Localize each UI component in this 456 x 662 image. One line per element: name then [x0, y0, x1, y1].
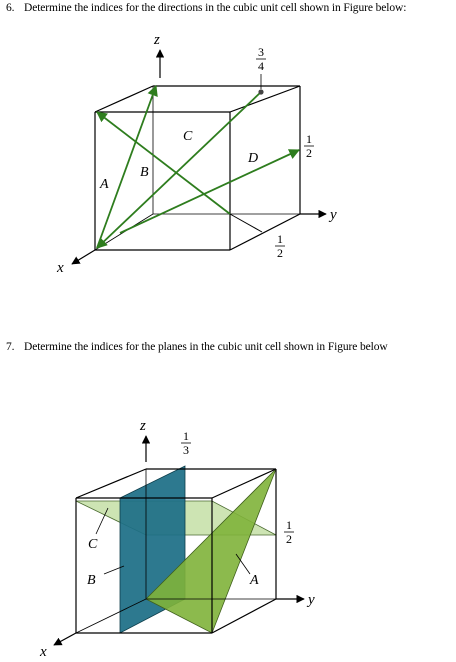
fraction-numerator: 1 [306, 132, 312, 146]
direction-arrows [97, 86, 299, 248]
fig1-point-marker [258, 89, 263, 94]
label-plane-C: C [88, 537, 98, 552]
direction-D-arrow [120, 150, 299, 233]
fig2-fraction-right [284, 518, 294, 546]
direction-B-tail-segment [230, 214, 262, 232]
fraction-denominator: 3 [183, 443, 189, 457]
fraction-numerator: 1 [277, 232, 283, 246]
fraction-numerator: 1 [183, 429, 189, 443]
label-A: A [100, 177, 109, 192]
fraction-denominator: 2 [277, 246, 283, 260]
fig2-y-label: y [308, 592, 315, 608]
fig1-y-label: y [330, 207, 337, 223]
fraction-denominator: 2 [306, 146, 312, 160]
fig1-x-label: x [57, 260, 64, 276]
question-7-text: Determine the indices for the planes in the cubic unit cell shown in Figure below [24, 341, 388, 353]
label-C: C [183, 129, 193, 144]
question-6-text: Determine the indices for the directions in the cubic unit cell shown in Figure below: [24, 2, 407, 14]
fraction-denominator: 4 [258, 59, 264, 73]
figure-2-planes [39, 418, 315, 660]
fig1-fraction-bottom [275, 232, 285, 260]
direction-B-arrow [97, 112, 230, 214]
label-plane-A: A [250, 573, 259, 588]
fig1-z-label: z [154, 32, 160, 48]
fraction-numerator: 1 [286, 518, 292, 532]
fraction-denominator: 2 [286, 532, 292, 546]
figure-1-directions [56, 32, 337, 276]
fig2-fraction-top [181, 429, 191, 457]
fig2-x-axis [54, 633, 76, 645]
fig2-z-label: z [140, 418, 146, 434]
label-B: B [140, 165, 149, 180]
label-D: D [248, 151, 259, 166]
fraction-numerator: 3 [258, 45, 264, 59]
fig1-x-axis [72, 250, 95, 264]
label-plane-B: B [87, 573, 96, 588]
direction-C-arrow [97, 92, 261, 248]
fig1-fraction-top [256, 45, 266, 73]
fig2-x-label: x [40, 644, 47, 660]
fig1-fraction-right [304, 132, 314, 160]
question-7-number: 7. [6, 341, 15, 353]
question-6-number: 6. [6, 2, 15, 14]
